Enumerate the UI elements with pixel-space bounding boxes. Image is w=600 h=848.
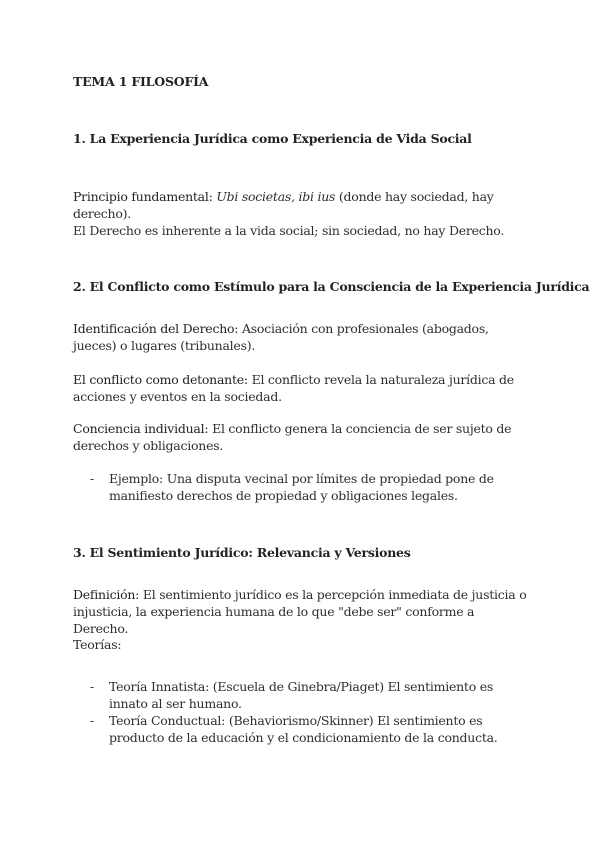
section-heading-2: 2. El Conflicto como Estímulo para la Consciencia de la Experiencia Jurídica [73, 279, 590, 294]
document-title: TEMA 1 FILOSOFÍA [73, 74, 209, 89]
paragraph-individual-awareness [73, 420, 533, 454]
latin-maxim: Ubi societas, ibi ius [216, 189, 336, 204]
bullet-label: Teoría Conductual: [109, 713, 226, 728]
paragraph-text: El Derecho es inherente a la vida social; sin sociedad, no hay Derecho. [73, 223, 505, 238]
paragraph-label: Identificación del Derecho: [73, 321, 239, 336]
bullet-label: Ejemplo: [109, 471, 163, 486]
paragraph-principle [73, 188, 533, 222]
paragraph-text: El conflicto revela la naturaleza jurídica de acciones y eventos en la sociedad. [73, 372, 514, 404]
paragraph-label: Conciencia individual: [73, 421, 209, 436]
list-item-example [90, 470, 530, 504]
paragraph-conflict-trigger [73, 371, 533, 405]
bullet-text: Una disputa vecinal por límites de propiedad pone de manifiesto derechos de propiedad y obligaciones legales. [109, 471, 494, 503]
paragraph-identification [73, 320, 533, 354]
bullet-label: Teoría Innatista: [109, 679, 210, 694]
bullet-dash: - [90, 471, 94, 486]
paragraph-label: Principio fundamental: [73, 189, 217, 204]
paragraph-text: Asociación con profesionales (abogados, jueces) o lugares (tribunales). [73, 321, 489, 353]
paragraph-text: El sentimiento jurídico es la percepción inmediata de justicia o injusticia, la experiencia humana de lo que "debe ser" conforme a Derecho. [73, 587, 527, 636]
paragraph-text: Teorías: [73, 637, 122, 652]
section-heading-3: 3. El Sentimiento Jurídico: Relevancia y Versiones [73, 545, 411, 560]
paragraph-law-inherent [73, 222, 533, 239]
list-item-behavioral-theory [90, 712, 530, 746]
paragraph-theories [73, 636, 533, 653]
paragraph-label: El conflicto como detonante: [73, 372, 248, 387]
paragraph-text: (donde hay sociedad, hay derecho). [73, 189, 494, 221]
bullet-dash: - [90, 679, 94, 694]
paragraph-label: Definición: [73, 587, 140, 602]
section-heading-1: 1. La Experiencia Jurídica como Experiencia de Vida Social [73, 131, 472, 146]
bullet-text: (Escuela de Ginebra/Piaget) El sentimiento es innato al ser humano. [109, 679, 494, 711]
paragraph-definition [73, 586, 533, 637]
bullet-text: (Behaviorismo/Skinner) El sentimiento es producto de la educación y el condicionamiento de la conducta. [109, 713, 498, 745]
bullet-dash: - [90, 713, 94, 728]
paragraph-text: El conflicto genera la conciencia de ser sujeto de derechos y obligaciones. [73, 421, 512, 453]
list-item-innatist-theory [90, 678, 530, 712]
